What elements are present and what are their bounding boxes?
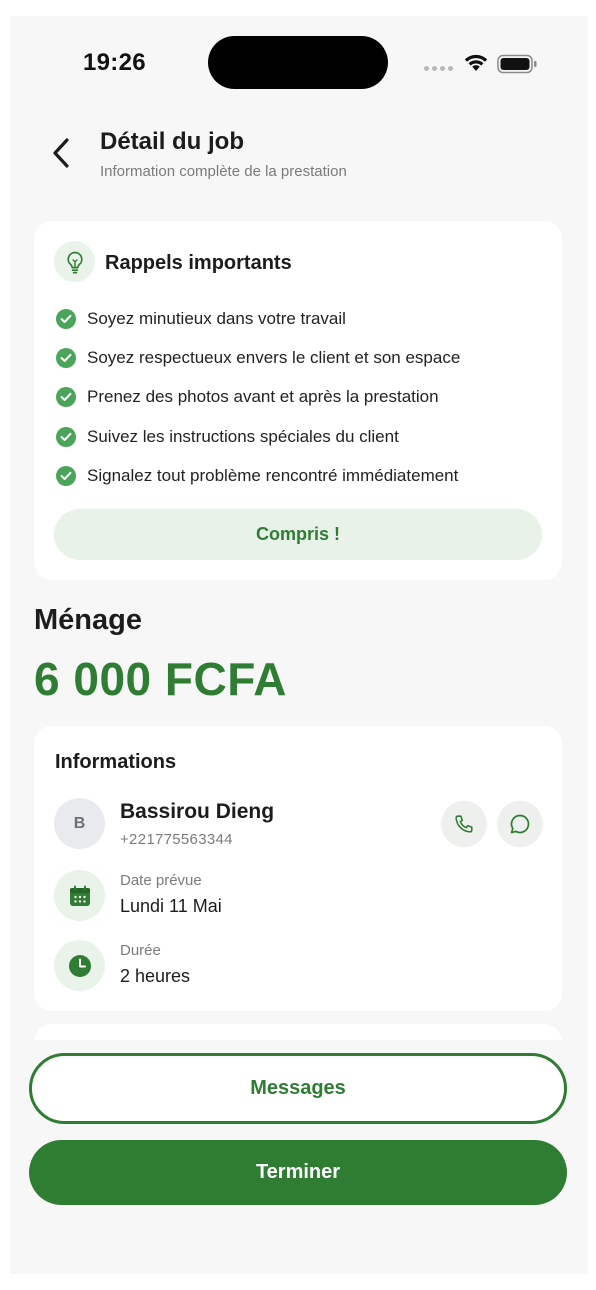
reminder-text: Soyez minutieux dans votre travail [87,308,346,328]
list-item [56,417,460,456]
check-circle-icon [56,427,76,447]
reminder-text: Signalez tout problème rencontré immédiatement [87,465,459,485]
chat-button[interactable] [497,801,543,847]
calendar-icon [54,870,105,921]
page-title: Détail du job [100,128,244,155]
status-time: 19:26 [83,49,146,76]
back-button[interactable] [48,136,76,170]
messages-button[interactable]: Messages [29,1053,567,1124]
date-value: Lundi 11 Mai [120,896,222,916]
client-phone: +221775563344 [120,831,233,848]
reminders-card [34,221,562,580]
duration-value: 2 heures [120,966,191,986]
list-item [56,299,460,338]
phone-icon [453,813,475,835]
cellular-signal-icon [424,66,453,71]
chat-bubble-icon [508,812,532,836]
check-circle-icon [56,348,76,368]
clock-icon [54,940,105,991]
page-subtitle: Information complète de la prestation [100,163,347,180]
battery-icon [497,54,539,74]
dynamic-island [208,36,388,89]
check-circle-icon [56,466,76,486]
lightbulb-icon [54,241,95,282]
information-title: Informations [55,751,177,773]
reminder-text: Soyez respectueux envers le client et son espace [87,347,461,367]
reminder-text: Suivez les instructions spéciales du client [87,426,399,446]
understood-button[interactable]: Compris ! [54,509,542,560]
list-item [56,456,460,495]
duration-label: Durée [120,942,161,959]
information-card [34,726,562,1011]
reminder-text: Prenez des photos avant et après la prestation [87,387,439,407]
reminders-title: Rappels importants [105,252,292,274]
date-label: Date prévue [120,872,202,889]
avatar: B [54,798,105,849]
call-button[interactable] [441,801,487,847]
list-item [56,378,460,417]
finish-button[interactable]: Terminer [29,1140,567,1205]
list-item [56,338,460,377]
wifi-icon [463,52,489,72]
screen [10,16,588,1274]
check-circle-icon [56,309,76,329]
client-name: Bassirou Dieng [120,800,275,823]
service-name: Ménage [34,604,142,636]
job-price: 6 000 FCFA [34,653,287,705]
check-circle-icon [56,387,76,407]
reminders-list [56,299,460,495]
chevron-left-icon [55,140,67,166]
